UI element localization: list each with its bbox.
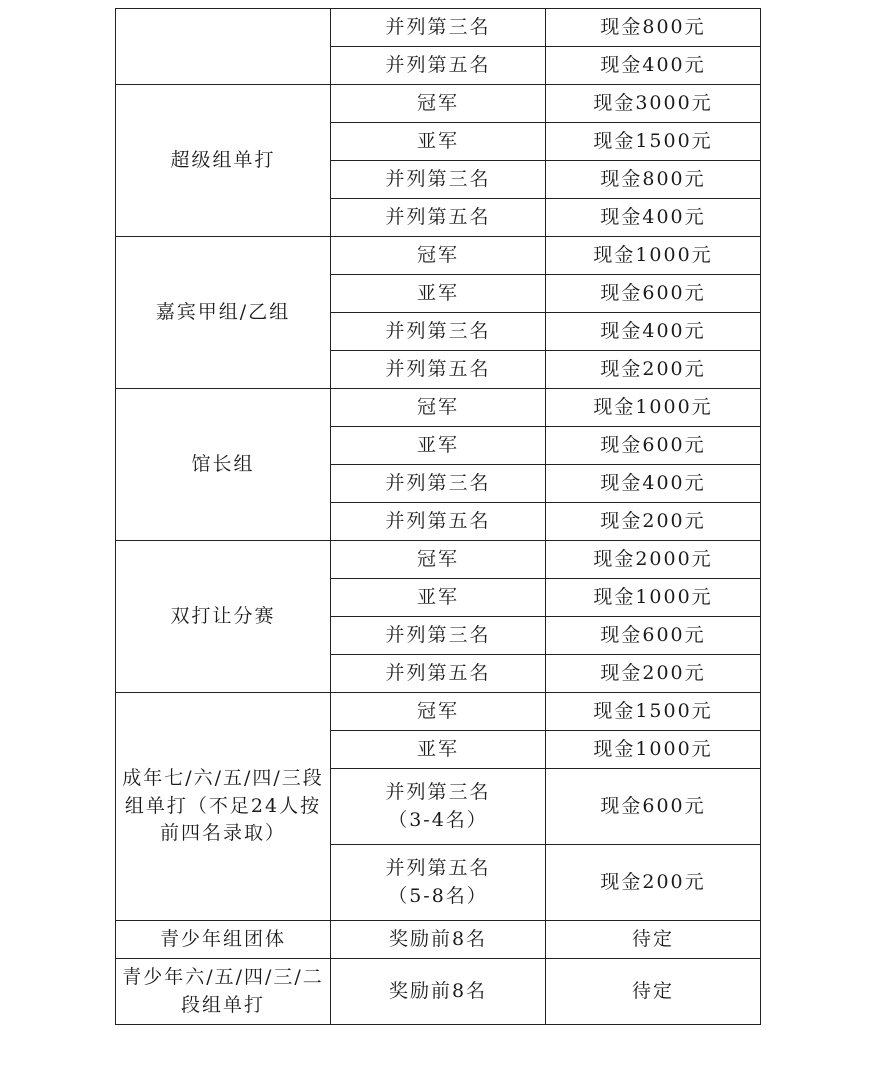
prize-cell: 现金400元 bbox=[546, 313, 761, 351]
prize-cell: 现金200元 bbox=[546, 845, 761, 921]
table-row bbox=[116, 9, 761, 47]
prize-cell: 现金1000元 bbox=[546, 389, 761, 427]
table-row bbox=[116, 85, 761, 123]
prize-cell: 现金600元 bbox=[546, 617, 761, 655]
rank-cell: 并列第三名 bbox=[331, 9, 546, 47]
rank-cell: 冠军 bbox=[331, 693, 546, 731]
table-row bbox=[116, 921, 761, 959]
prize-cell: 现金1000元 bbox=[546, 731, 761, 769]
rank-note: （5-8名） bbox=[388, 884, 488, 907]
table-row bbox=[116, 237, 761, 275]
rank-cell: 并列第三名 bbox=[331, 313, 546, 351]
group-cell: 双打让分赛 bbox=[116, 541, 331, 693]
prize-cell: 现金600元 bbox=[546, 769, 761, 845]
prize-cell: 待定 bbox=[546, 959, 761, 1025]
group-cell: 青少年六/五/四/三/二段组单打 bbox=[116, 959, 331, 1025]
rank-cell: 并列第三名 bbox=[331, 161, 546, 199]
prize-cell: 现金200元 bbox=[546, 655, 761, 693]
prize-cell: 现金200元 bbox=[546, 503, 761, 541]
prize-cell: 待定 bbox=[546, 921, 761, 959]
rank-cell: 亚军 bbox=[331, 579, 546, 617]
prize-table bbox=[115, 8, 761, 1025]
rank-cell: 并列第五名 bbox=[331, 47, 546, 85]
rank-cell: 并列第三名 bbox=[331, 465, 546, 503]
prize-cell: 现金3000元 bbox=[546, 85, 761, 123]
prize-cell: 现金1000元 bbox=[546, 579, 761, 617]
rank-cell bbox=[331, 845, 546, 921]
group-cell: 成年七/六/五/四/三段组单打（不足24人按前四名录取） bbox=[116, 693, 331, 921]
rank-label: 并列第五名 bbox=[385, 856, 491, 879]
prize-cell: 现金600元 bbox=[546, 275, 761, 313]
rank-cell: 亚军 bbox=[331, 731, 546, 769]
rank-cell: 奖励前8名 bbox=[331, 921, 546, 959]
prize-cell: 现金400元 bbox=[546, 465, 761, 503]
prize-cell: 现金1500元 bbox=[546, 693, 761, 731]
group-cell: 青少年组团体 bbox=[116, 921, 331, 959]
rank-cell: 并列第三名 bbox=[331, 617, 546, 655]
rank-cell: 并列第五名 bbox=[331, 199, 546, 237]
rank-cell: 亚军 bbox=[331, 275, 546, 313]
prize-cell: 现金400元 bbox=[546, 199, 761, 237]
group-cell: 超级组单打 bbox=[116, 85, 331, 237]
prize-cell: 现金2000元 bbox=[546, 541, 761, 579]
group-cell bbox=[116, 9, 331, 85]
rank-cell: 并列第五名 bbox=[331, 351, 546, 389]
prize-cell: 现金1000元 bbox=[546, 237, 761, 275]
table-row bbox=[116, 693, 761, 731]
group-cell: 馆长组 bbox=[116, 389, 331, 541]
table-row bbox=[116, 959, 761, 1025]
rank-cell: 亚军 bbox=[331, 427, 546, 465]
rank-cell: 并列第五名 bbox=[331, 655, 546, 693]
rank-cell: 亚军 bbox=[331, 123, 546, 161]
prize-cell: 现金800元 bbox=[546, 161, 761, 199]
rank-cell: 冠军 bbox=[331, 85, 546, 123]
table-row bbox=[116, 389, 761, 427]
prize-cell: 现金200元 bbox=[546, 351, 761, 389]
prize-cell: 现金400元 bbox=[546, 47, 761, 85]
rank-cell: 冠军 bbox=[331, 541, 546, 579]
group-cell: 嘉宾甲组/乙组 bbox=[116, 237, 331, 389]
rank-cell: 冠军 bbox=[331, 389, 546, 427]
rank-cell: 冠军 bbox=[331, 237, 546, 275]
rank-label: 并列第三名 bbox=[385, 780, 491, 803]
rank-note: （3-4名） bbox=[388, 808, 488, 831]
rank-cell: 并列第五名 bbox=[331, 503, 546, 541]
prize-cell: 现金600元 bbox=[546, 427, 761, 465]
prize-cell: 现金800元 bbox=[546, 9, 761, 47]
rank-cell bbox=[331, 769, 546, 845]
rank-cell: 奖励前8名 bbox=[331, 959, 546, 1025]
table-row bbox=[116, 541, 761, 579]
prize-cell: 现金1500元 bbox=[546, 123, 761, 161]
